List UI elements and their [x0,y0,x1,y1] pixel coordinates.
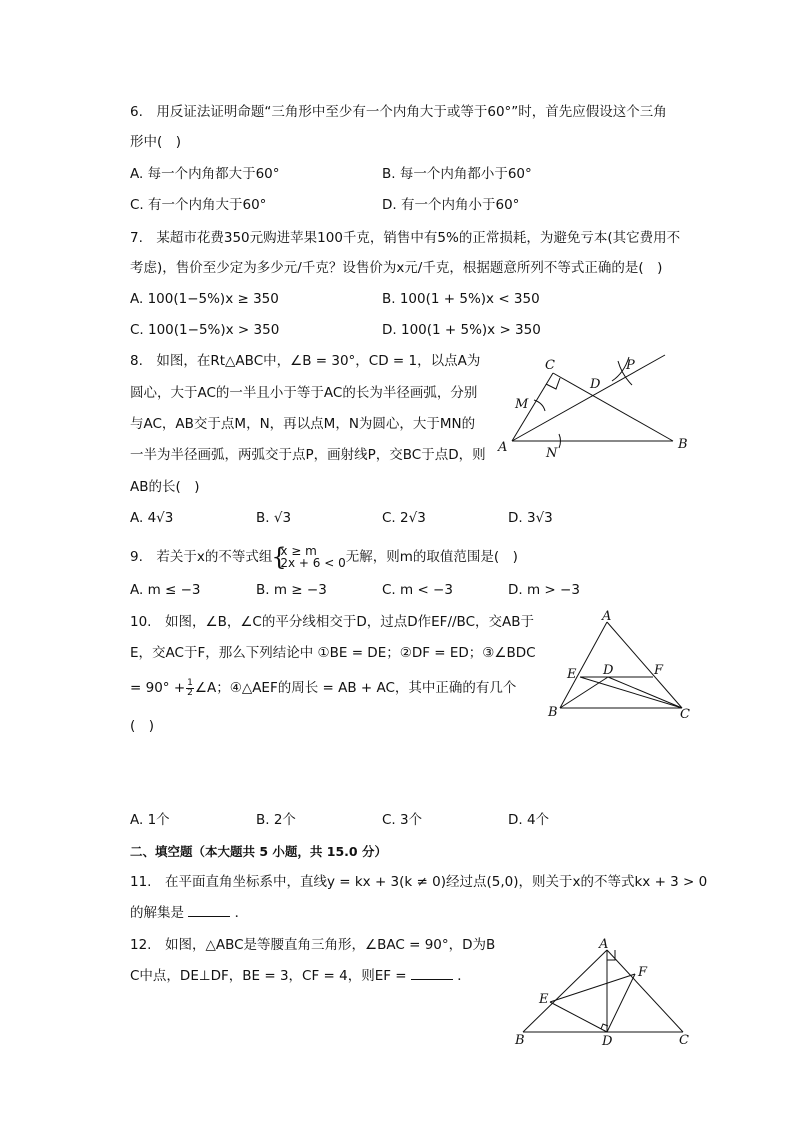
q7-option-d: D. 100(1 + 5%)x > 350 [382,322,541,338]
q9-sys-top: { x ≥ m [280,544,317,558]
q10-option-b: B. 2个 [256,812,296,828]
q9-inequality-system [272,545,345,569]
q8-stem-line1: 8. 如图，在Rt△ABC中，∠B = 30°，CD = 1，以点A为 [130,353,481,369]
q8-option-a: A. 4√3 [130,510,174,526]
q10-stem-line3 [130,678,516,698]
q12-label-b: B [515,1033,525,1048]
q9-sys-bottom: 2x + 6 < 0 [280,556,346,570]
q6-option-b: B. 每一个内角都小于60° [382,166,532,182]
q6-stem-line2: 形中( ) [130,134,182,150]
q10-side-ac [607,622,682,708]
q10-label-f: F [654,663,664,678]
q9-option-a: A. m ≤ −3 [130,582,201,598]
q9-stem [130,545,518,569]
q8-stem-line2: 圆心，大于AC的一半且小于等于AC的长为半径画弧，分别 [130,385,478,401]
q10-figure [540,610,710,725]
q10-label-d: D [603,663,614,678]
q12-segment-de [550,1002,607,1032]
q11-stem-line1: 11. 在平面直角坐标系中，直线y = kx + 3(k ≠ 0)经过点(5,0)，则关于x的不等式kx + 3 > 0 [130,874,708,890]
q8-stem-line3: 与AC，AB交于点M，N，再以点M，N为圆心，大于MN的 [130,416,476,432]
q8-label-c: C [545,358,555,373]
q8-option-c: C. 2√3 [382,510,426,526]
q10-stem-line2: E，交AC于F，那么下列结论中 ①BE = DE；②DF = ED；③∠BDC [130,645,536,661]
q12-line2-b: ． [457,968,471,984]
q11-line2-b: ． [234,905,249,921]
q8-option-d: D. 3√3 [508,510,553,526]
q10-line3-a: = 90° + [130,680,186,696]
q6-stem-line1: 6. 用反证法证明命题“三角形中至少有一个内角大于或等于60°”时，首先应假设这个三角 [130,104,667,120]
q8-option-b: B. √3 [256,510,292,526]
q9-option-d: D. m > −3 [508,582,580,598]
q11-stem-line2 [130,903,248,923]
q10-label-c: C [680,707,690,722]
q12-segment-df [607,974,635,1032]
q10-segment-ec [580,677,682,708]
q12-label-d: D [602,1034,613,1049]
q9-option-b: B. m ≥ −3 [256,582,327,598]
q10-option-a: A. 1个 [130,812,170,828]
q6-option-a: A. 每一个内角都大于60° [130,166,280,182]
q11-answer-blank[interactable] [188,916,230,917]
q8-right-angle-mark [546,378,560,389]
q12-label-c: C [679,1033,689,1048]
q12-answer-blank[interactable] [411,979,453,980]
q12-label-e: E [539,992,549,1007]
q10-frac-den: 2 [187,687,193,698]
q10-frac-num: 1 [187,677,193,688]
q12-side-ab [523,950,607,1032]
q11-line2-a: 的解集是 [130,905,184,921]
q10-stem-line4: ( ) [130,718,155,734]
q7-option-c: C. 100(1−5%)x > 350 [130,322,280,338]
q7-stem-line1: 7. 某超市花费350元购进苹果100千克，销售中有5%的正常损耗，为避免亏本(其它费用不 [130,230,681,246]
q10-label-a: A [602,610,612,624]
q12-side-ac [607,950,683,1032]
q8-side-cb [553,373,673,441]
q10-fraction [186,679,194,698]
q10-label-b: B [548,705,558,720]
q10-line3-b: ∠A；④△AEF的周长 = AB + AC，其中正确的有几个 [194,680,517,696]
q10-label-e: E [567,667,577,682]
q8-stem-line4: 一半为半径画弧，两弧交于点P，画射线P，交BC于点D，则 [130,447,486,463]
q8-label-m: M [515,397,529,412]
q8-label-p: P [626,358,635,373]
q10-option-c: C. 3个 [382,812,423,828]
q10-segment-cd [608,677,682,708]
q12-label-a: A [599,937,609,952]
q10-stem-line1: 10. 如图，∠B，∠C的平分线相交于D，过点D作EF//BC，交AB于 [130,614,534,630]
q8-ray-ap [512,355,665,441]
q6-option-c: C. 有一个内角大于60° [130,197,267,213]
q8-label-n: N [546,446,558,461]
q8-label-b: B [678,437,688,452]
q12-stem-line1: 12. 如图，△ABC是等腰直角三角形，∠BAC = 90°，D为B [130,937,496,953]
q9-option-c: C. m < −3 [382,582,453,598]
q12-label-f: F [638,965,648,980]
q7-option-b: B. 100(1 + 5%)x < 350 [382,291,540,307]
q10-option-d: D. 4个 [508,812,550,828]
q8-figure [490,345,700,465]
q7-option-a: A. 100(1−5%)x ≥ 350 [130,291,279,307]
q8-label-a: A [498,440,508,455]
q6-option-d: D. 有一个内角小于60° [382,197,520,213]
q9-suffix: 无解，则m的取值范围是( ) [345,549,518,565]
q8-stem-line5: AB的长( ) [130,479,200,495]
q8-label-d: D [590,377,601,392]
q12-stem-line2 [130,966,471,986]
q10-side-ab [560,622,607,708]
q9-prefix: 9. 若关于x的不等式组 [130,549,273,565]
q7-stem-line2: 考虑)，售价至少定为多少元/千克？设售价为x元/千克，根据题意所列不等式正确的是( ) [130,260,663,276]
q12-figure [505,930,705,1050]
section-heading-fill-in: 二、填空题（本大题共 5 小题，共 15.0 分） [130,844,387,859]
q12-segment-ef [550,974,635,1002]
q12-line2-a: C中点，DE⊥DF，BE = 3，CF = 4，则EF = [130,968,407,984]
